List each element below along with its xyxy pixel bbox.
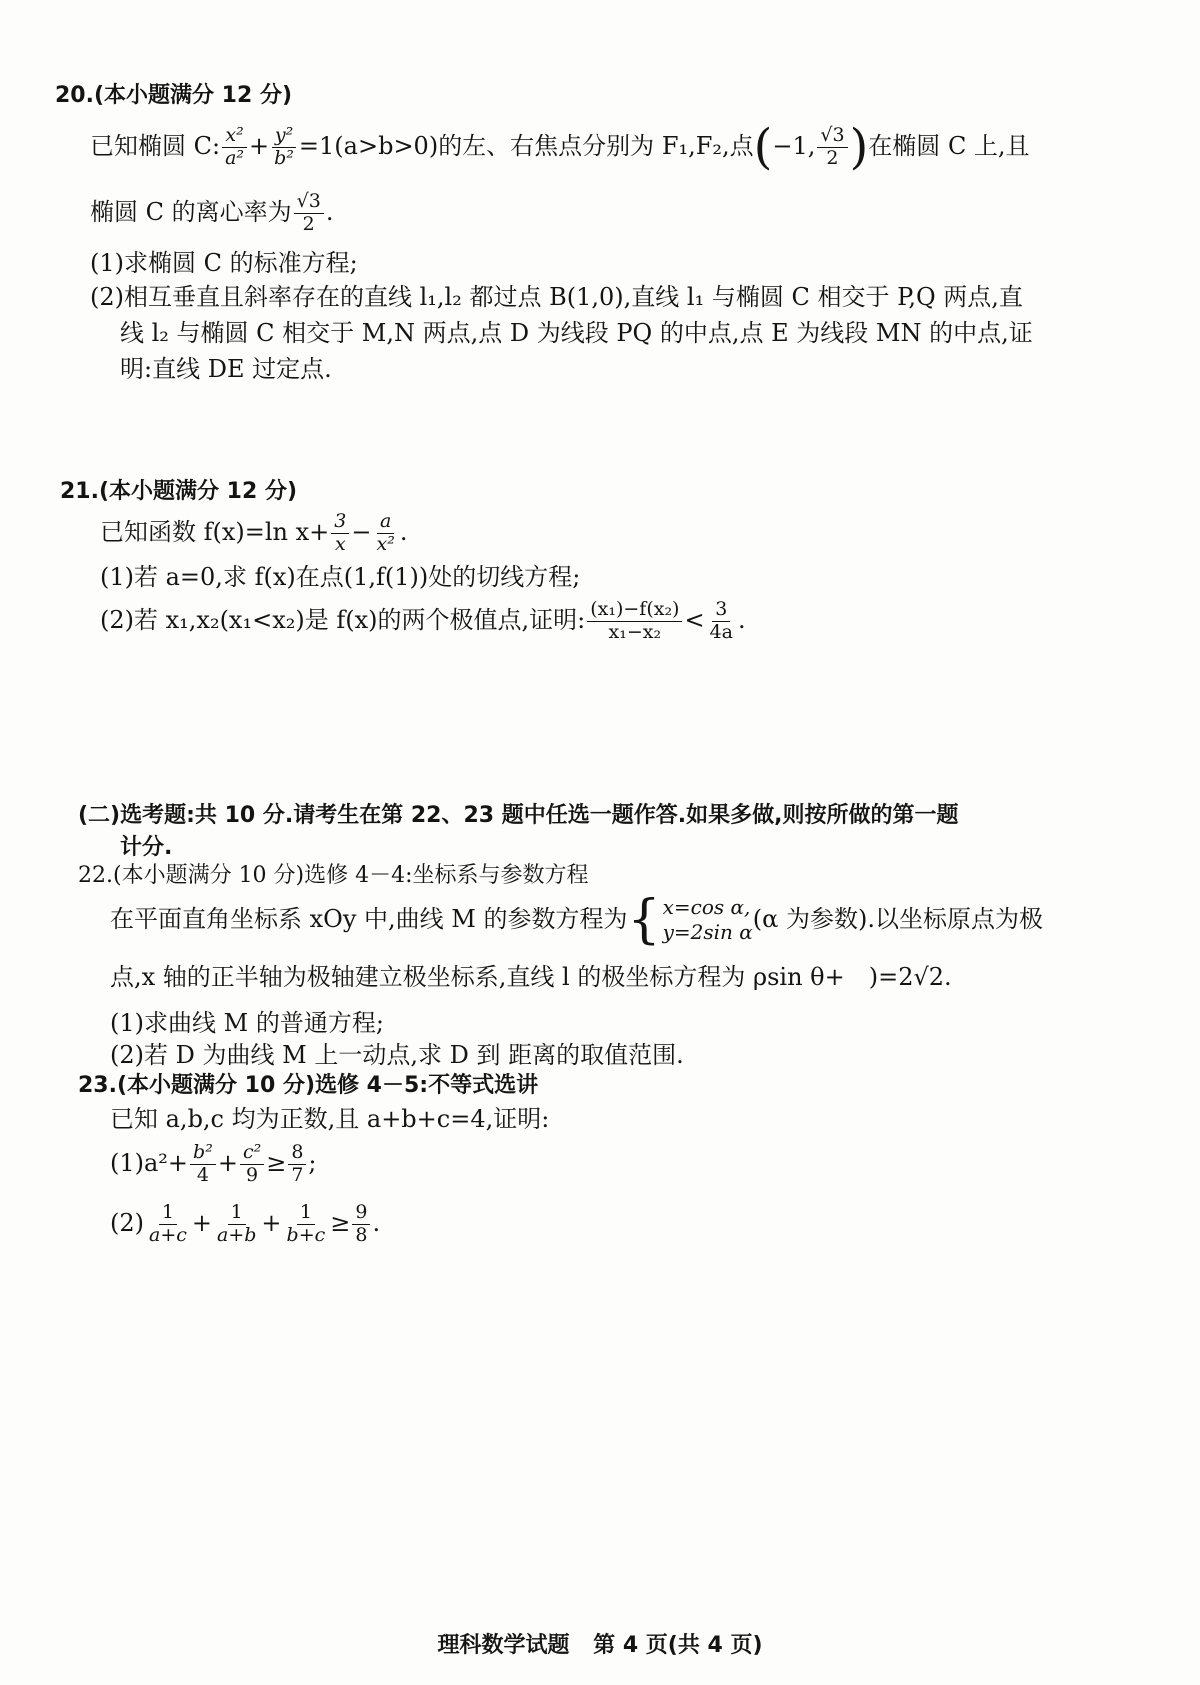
q20-stem: 已知椭圆 C: $\frac{\text{x²}}{\text{a²}}$ + $\frac{\text{y²}}{\text{b²}}$ =1(a>b>0)的左、右焦点分别为 F₁,F₂,点 ( −1, $\frac{√3}{2}$ ) 在椭圆 C 上,且 [90, 119, 1030, 175]
q20-line2: 椭圆 C 的离心率为 $\frac{√3}{2}$ . [90, 189, 334, 235]
q22-stem: 在平面直角坐标系 xOy 中,曲线 M 的参数方程为 { x=cos α, y=2sin α (α 为参数).以坐标原点为极 [110, 890, 1043, 950]
fraction: $\frac{a}{\text{x²}}$ [376, 509, 395, 555]
fraction: $\frac{\text{(x₁)−f(x₂)}}{\text{x₁−x₂}}$ [587, 599, 682, 644]
fraction: $\frac{1}{a+b}$ [217, 1200, 257, 1246]
q20-header: 20.(本小题满分 12 分) [55, 83, 293, 108]
footer-title: 理科数学试题 [437, 1633, 570, 1658]
fraction: $\frac{√3}{2}$ [817, 125, 847, 170]
fraction: $\frac{\text{b²}}{4}$ [190, 1142, 216, 1187]
fraction: $\frac{\text{x²}}{\text{a²}}$ [222, 125, 247, 170]
fraction: $\frac{1}{b+c}$ [286, 1200, 326, 1246]
q20-part1: (1)求椭圆 C 的标准方程; [90, 249, 358, 277]
section2-line1: (二)选考题:共 10 分.请考生在第 22、23 题中任选一题作答.如果多做,则按所做的第一题 [78, 803, 959, 828]
fraction: $\frac{9}{8}$ [352, 1202, 370, 1247]
fraction: $\frac{\text{c²}}{9}$ [240, 1142, 264, 1187]
fraction: $\frac{√3}{2}$ [294, 191, 324, 236]
fraction: $\frac{\text{y²}}{\text{b²}}$ [271, 125, 297, 170]
parametric-system: { x=cos α, y=2sin α [627, 890, 753, 950]
q23-header: 23.(本小题满分 10 分)选修 4－5:不等式选讲 [78, 1073, 539, 1098]
fraction: $\frac{8}{7}$ [288, 1142, 306, 1187]
q23-stem: 已知 a,b,c 均为正数,且 a+b+c=4,证明: [110, 1105, 550, 1133]
fraction: $\frac{3}{4a}$ [709, 597, 734, 643]
q20-part2-line3: 明:直线 DE 过定点. [120, 355, 332, 383]
page-footer [0, 1632, 1200, 1661]
q21-part2: (2)若 x₁,x₂(x₁<x₂)是 f(x)的两个极值点,证明: $\frac{\text{(x₁)−f(x₂)}}{\text{x₁−x₂}}$ < $\frac{3}{4a}$ . [100, 597, 746, 643]
q20-part2-line2: 线 l₂ 与椭圆 C 相交于 M,N 两点,点 D 为线段 PQ 的中点,点 E 为线段 MN 的中点,证 [120, 319, 1033, 347]
q22-part1: (1)求曲线 M 的普通方程; [110, 1009, 384, 1037]
q21-header: 21.(本小题满分 12 分) [60, 479, 298, 504]
fraction: $\frac{3}{x}$ [331, 511, 349, 556]
q22-line2: 点,x 轴的正半轴为极轴建立极坐标系,直线 l 的极坐标方程为 ρsin θ+ )=2√2. [110, 963, 952, 991]
q21-part1: (1)若 a=0,求 f(x)在点(1,f(1))处的切线方程; [100, 563, 581, 591]
q23-part2: (2) $\frac{1}{a+c}$ + $\frac{1}{a+b}$ + $\frac{1}{b+c}$ ≥ $\frac{9}{8}$ . [110, 1200, 381, 1246]
q22-header: 22.(本小题满分 10 分)选修 4－4:坐标系与参数方程 [78, 863, 589, 888]
q20-part2-line1: (2)相互垂直且斜率存在的直线 l₁,l₂ 都过点 B(1,0),直线 l₁ 与椭圆 C 相交于 P,Q 两点,直 [90, 283, 1023, 311]
q20-stem-a: 已知椭圆 C: [90, 132, 221, 161]
q23-part1: (1)a²+ $\frac{\text{b²}}{4}$ + $\frac{\text{c²}}{9}$ ≥ $\frac{8}{7}$ ; [110, 1140, 317, 1186]
q22-part2: (2)若 D 为曲线 M 上一动点,求 D 到 距离的取值范围. [110, 1041, 684, 1069]
section2-line2: 计分. [120, 835, 173, 860]
q20-stem-c: 在椭圆 C 上,且 [868, 132, 1030, 161]
q21-stem: 已知函数 f(x)=ln x+ $\frac{3}{x}$ − $\frac{a}{\text{x²}}$ . [100, 509, 408, 555]
fraction: $\frac{1}{a+c}$ [149, 1200, 187, 1246]
q20-stem-b: =1(a>b>0)的左、右焦点分别为 F₁,F₂,点 [298, 132, 754, 161]
footer-page-number: 第 4 页(共 4 页) [593, 1633, 763, 1658]
